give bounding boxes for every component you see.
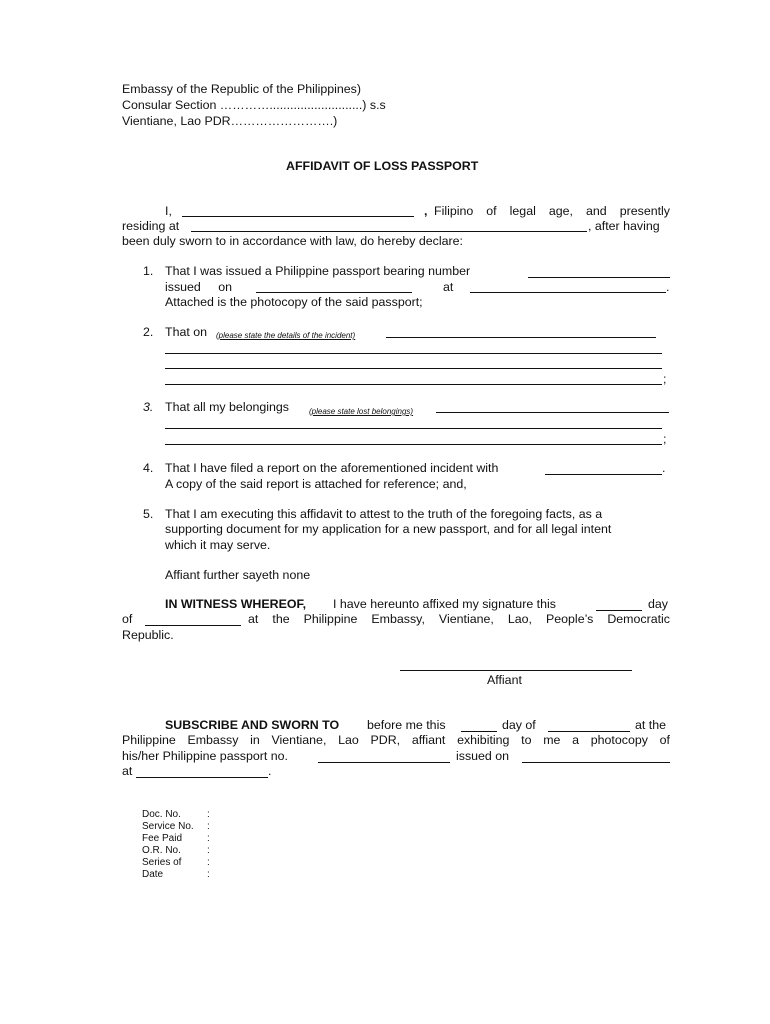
intro-after: , after having	[588, 219, 660, 233]
admin-sep: :	[207, 869, 210, 880]
admin-sep: :	[207, 821, 210, 832]
item-1-text: That I was issued a Philippine passport bearing number	[165, 264, 471, 278]
item-1-attached: Attached is the photocopy of the said passport;	[165, 295, 423, 309]
witness-text: I have hereunto affixed my signature this	[333, 597, 556, 611]
witness-of: of	[122, 612, 133, 626]
belongings-line-1[interactable]	[165, 428, 662, 429]
witness-bold: IN WITNESS WHEREOF,	[165, 597, 307, 611]
item-2-end: ;	[663, 372, 667, 386]
item-3-end: ;	[663, 432, 667, 446]
belongings-line-0[interactable]	[436, 412, 669, 413]
admin-label: Fee Paid	[142, 833, 183, 844]
item-3-note: (please state lost belongings)	[309, 407, 414, 416]
incident-line-0[interactable]	[386, 337, 656, 338]
witness-day-line[interactable]	[596, 610, 642, 611]
witness-republic: Republic.	[122, 628, 174, 642]
witness-place: at the Philippine Embassy, Vientiane, Lao, People’s Democratic	[248, 612, 670, 626]
intro-i: I,	[165, 204, 172, 218]
belongings-line-2[interactable]	[165, 444, 662, 445]
sworn-bold: SUBSCRIBE AND SWORN TO	[165, 718, 340, 732]
affiant-signature-line[interactable]	[400, 670, 632, 671]
admin-label: Date	[142, 869, 164, 880]
item-5-line-2: supporting document for my application for a new passport, and for all legal intent	[165, 522, 612, 536]
sworn-dayof: day of	[502, 718, 536, 732]
intro-sworn: been duly sworn to in accordance with law, do hereby declare:	[122, 234, 463, 248]
sworn-atthe: at the	[635, 718, 667, 732]
report-agency-line[interactable]	[545, 474, 662, 475]
affiant-label: Affiant	[487, 673, 522, 687]
document-title: AFFIDAVIT OF LOSS PASSPORT	[286, 159, 479, 173]
header-line-2: Consular Section …………...........................) s.s	[122, 98, 386, 112]
item-1-dot: .	[666, 280, 670, 294]
admin-label: Series of	[142, 857, 182, 868]
sworn-issued: issued on	[456, 749, 510, 763]
intro-comma: ,	[424, 204, 428, 218]
passport-issued-place-line[interactable]	[470, 292, 666, 293]
passport-number-line[interactable]	[528, 277, 670, 278]
admin-sep: :	[207, 857, 210, 868]
intro-residing: residing at	[122, 219, 180, 233]
admin-label: Doc. No.	[142, 809, 181, 820]
item-4-number: 4.	[143, 461, 154, 475]
admin-label: Service No.	[142, 821, 194, 832]
item-5-line-1: That I am executing this affidavit to attest to the truth of the foregoing facts, as a	[165, 507, 603, 521]
affiant-name-line[interactable]	[182, 216, 414, 217]
affiant-further: Affiant further sayeth none	[165, 568, 311, 582]
witness-month-line[interactable]	[145, 625, 241, 626]
header-line-3: Vientiane, Lao PDR…………………….)	[122, 114, 338, 128]
item-4-dot: .	[662, 461, 666, 475]
sworn-day-line[interactable]	[461, 731, 497, 732]
admin-label: O.R. No.	[142, 845, 181, 856]
incident-line-3[interactable]	[165, 384, 662, 385]
item-3-text: That all my belongings	[165, 400, 289, 414]
item-2-text: That on	[165, 325, 208, 339]
item-4-text: That I have filed a report on the aforementioned incident with	[165, 461, 499, 475]
residence-line[interactable]	[191, 231, 587, 232]
admin-sep: :	[207, 845, 210, 856]
intro-filipino: Filipino of legal age, and presently	[434, 204, 670, 218]
incident-line-2[interactable]	[165, 368, 662, 369]
item-2-note: (please state the details of the incident)	[216, 331, 356, 340]
item-1-issued: issued on	[165, 280, 233, 294]
sworn-month-line[interactable]	[548, 731, 630, 732]
sworn-line-2: Philippine Embassy in Vientiane, Lao PDR, affiant exhibiting to me a photocopy of	[122, 733, 670, 747]
witness-day: day	[648, 597, 668, 611]
header-line-1: Embassy of the Republic of the Philippines)	[122, 82, 361, 96]
admin-sep: :	[207, 833, 210, 844]
sworn-at: at	[122, 764, 133, 778]
sworn-at-line[interactable]	[136, 777, 268, 778]
item-3-number: 3.	[143, 400, 154, 414]
admin-sep: :	[207, 809, 210, 820]
item-2-number: 2.	[143, 325, 154, 339]
item-1-number: 1.	[143, 264, 154, 278]
sworn-dot: .	[268, 764, 272, 778]
item-5-number: 5.	[143, 507, 154, 521]
sworn-passport-line[interactable]	[318, 762, 450, 763]
item-4-copy: A copy of the said report is attached for reference; and,	[165, 477, 467, 491]
sworn-passport: his/her Philippine passport no.	[122, 749, 288, 763]
incident-line-1[interactable]	[165, 353, 662, 354]
passport-issued-date-line[interactable]	[256, 292, 412, 293]
sworn-before: before me this	[367, 718, 446, 732]
sworn-issued-line[interactable]	[522, 762, 670, 763]
item-1-at: at	[443, 280, 454, 294]
item-5-line-3: which it may serve.	[165, 538, 271, 552]
